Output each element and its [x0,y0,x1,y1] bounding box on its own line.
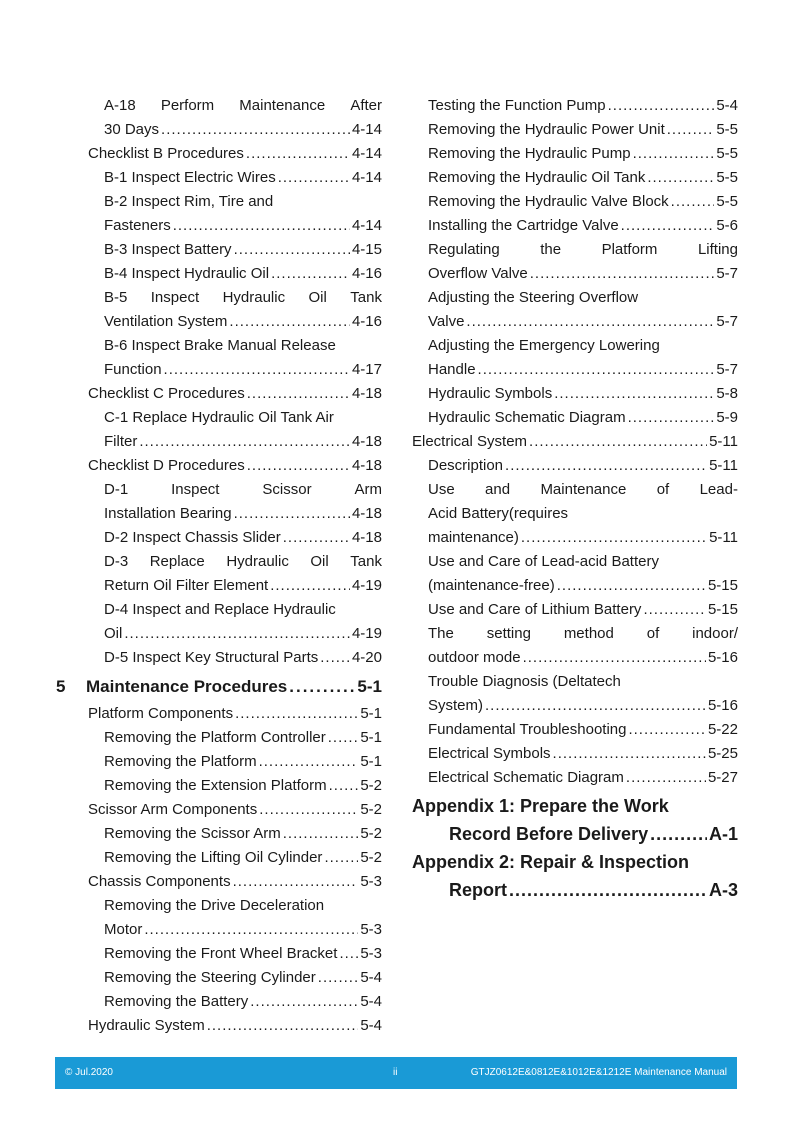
toc-entry[interactable] [428,358,738,382]
toc-entry-title: Acid Battery(requires [428,505,569,522]
toc-entry [104,598,382,622]
toc-entry-page: 5-1 [360,729,382,746]
toc-entry[interactable] [88,798,382,822]
toc-leader-dots [628,406,715,430]
toc-entry[interactable] [88,382,382,406]
toc-entry[interactable] [428,94,738,118]
toc-entry-title: Hydraulic Symbols [428,385,553,402]
toc-leader-dots [247,454,350,478]
toc-entry-title: Checklist B Procedures [88,145,244,162]
toc-entry-page: 5-22 [707,721,738,738]
toc-entry[interactable] [104,430,382,454]
toc-leader-dots [318,966,359,990]
toc-entry-page: 5-5 [716,145,738,162]
toc-entry-title: Chassis Components [88,873,231,890]
toc-leader-dots [328,726,359,750]
toc-entry-page: 4-18 [351,505,382,522]
toc-entry-title: Return Oil Filter Element [104,577,269,594]
toc-entry[interactable] [104,774,382,798]
toc-entry [104,550,382,574]
toc-entry-title: Ventilation System [104,313,228,330]
toc-appendices [412,792,738,904]
toc-entry-title: Use and Care of Lithium Battery [428,601,642,618]
toc-entry-page: 4-16 [351,313,382,330]
toc-entry [104,406,382,430]
toc-entry-title: B-4 Inspect Hydraulic Oil [104,265,270,282]
toc-leader-dots [628,718,706,742]
toc-leader-dots [671,190,715,214]
toc-entry[interactable] [428,718,738,742]
toc-leader-dots [667,118,715,142]
toc-leader-dots [466,310,714,334]
toc-leader-dots [530,262,715,286]
toc-entry-page: 4-14 [351,121,382,138]
toc-entry [104,286,382,310]
toc-leader-dots [278,166,350,190]
toc-entry[interactable] [104,622,382,646]
toc-entry[interactable] [88,870,382,894]
toc-leader-dots [164,358,350,382]
toc-entry-title: Electrical Schematic Diagram [428,769,624,786]
toc-entry-title: Valve [428,313,465,330]
toc-entry [428,622,738,646]
toc-entry-title: Removing the Battery [104,993,249,1010]
toc-entry-page: 5-1 [360,753,382,770]
toc-entry-title: Removing the Hydraulic Valve Block [428,193,669,210]
toc-entry-page: 5-5 [716,121,738,138]
toc-leader-dots [124,622,350,646]
toc-leader-dots [259,750,359,774]
toc-entry-title: Removing the Hydraulic Power Unit [428,121,665,138]
toc-entry[interactable] [88,702,382,726]
toc-leader-dots [173,214,350,238]
toc-entry-title: outdoor mode [428,649,521,666]
toc-entry[interactable] [428,310,738,334]
toc-leader-dots [478,358,715,382]
footer-date: © Jul.2020 [65,1067,113,1078]
toc-entry-page: 5-11 [709,457,738,474]
toc-entry-title: D-1 Inspect Scissor Arm [104,481,382,498]
toc-entry-title: B-2 Inspect Rim, Tire and [104,193,274,210]
toc-entry-page: 4-14 [351,169,382,186]
toc-entry[interactable] [104,918,382,942]
toc-leader-dots [557,574,706,598]
toc-entry-page: 5-4 [360,993,382,1010]
toc-leader-dots [233,870,359,894]
toc-leader-dots [647,166,714,190]
toc-left-column [88,94,382,670]
toc-entry[interactable] [428,646,738,670]
toc-entry-title: Oil [104,625,123,642]
toc-entry[interactable] [104,262,382,286]
toc-entry-title: Fundamental Troubleshooting [428,721,627,738]
toc-entry-title: Use and Maintenance of Lead- [428,481,738,498]
toc-entry-page: 4-18 [351,529,382,546]
toc-entry-title: B-1 Inspect Electric Wires [104,169,276,186]
toc-leader-dots [621,214,715,238]
toc-leader-dots [235,702,358,726]
toc-entry-title: Installing the Cartridge Valve [428,217,619,234]
toc-entry [428,502,738,526]
toc-entry-page: 4-15 [351,241,382,258]
toc-leader-dots [283,526,350,550]
toc-entry-page: 4-18 [351,385,382,402]
toc-entry [104,894,382,918]
page-footer [55,1057,737,1089]
toc-entry-title: Handle [428,361,476,378]
toc-entry-page: 5-2 [360,801,382,818]
toc-entry [428,550,738,574]
toc-entry [104,334,382,358]
toc-entry-title: Function [104,361,162,378]
toc-entry-title: Removing the Hydraulic Pump [428,145,631,162]
toc-entry-title: Removing the Lifting Oil Cylinder [104,849,323,866]
toc-leader-dots [529,430,707,454]
toc-entry-page: 5-2 [360,777,382,794]
toc-entry-page: 5-11 [709,433,738,450]
toc-entry-page: 5-3 [360,873,382,890]
toc-entry [428,478,738,502]
toc-entry-title: Motor [104,921,143,938]
toc-entry[interactable] [104,526,382,550]
toc-leader-dots [553,742,706,766]
toc-leader-dots [554,382,714,406]
toc-entry-page: 5-4 [716,97,738,114]
toc-entry[interactable] [104,646,382,670]
toc-entry[interactable] [428,574,738,598]
toc-entry-page: 5-27 [707,769,738,786]
toc-entry [428,238,738,262]
toc-entry-title: Filter [104,433,138,450]
toc-entry-page: 5-2 [360,825,382,842]
toc-leader-dots [250,990,358,1014]
footer-page-number: ii [393,1067,398,1078]
toc-entry[interactable] [428,526,738,550]
toc-entry[interactable] [88,142,382,166]
toc-entry[interactable] [428,262,738,286]
toc-entry[interactable] [428,694,738,718]
toc-entry-page: 4-16 [351,265,382,282]
toc-entry-title: Adjusting the Emergency Lowering [428,337,660,354]
toc-entry-title: Overflow Valve [428,265,528,282]
toc-leader-dots [643,598,706,622]
toc-leader-dots [523,646,706,670]
toc-entry-title: maintenance) [428,529,519,546]
toc-leader-dots [270,574,350,598]
toc-entry-page: 5-6 [716,217,738,234]
toc-entry-title: Checklist D Procedures [88,457,245,474]
toc-entry[interactable] [104,846,382,870]
toc-entry-title: (maintenance-free) [428,577,555,594]
toc-leader-dots [608,94,715,118]
toc-entry[interactable] [104,238,382,262]
toc-leader-dots [320,646,350,670]
toc-entry[interactable] [104,358,382,382]
toc-entry[interactable] [104,574,382,598]
toc-entry-page: 5-16 [707,649,738,666]
toc-leader-dots [283,822,359,846]
toc-leader-dots [521,526,707,550]
toc-entry[interactable] [104,118,382,142]
toc-entry-title: C-1 Replace Hydraulic Oil Tank Air [104,409,334,426]
toc-entry [428,334,738,358]
toc-entry-page: 5-8 [716,385,738,402]
toc-entry-title: Removing the Steering Cylinder [104,969,316,986]
toc-entry-page: 5-11 [709,529,738,546]
toc-entry-title: Removing the Platform [104,753,257,770]
toc-entry[interactable] [104,942,382,966]
toc-entry-title: 30 Days [104,121,160,138]
toc-entry[interactable] [428,214,738,238]
toc-entry-title: B-6 Inspect Brake Manual Release [104,337,336,354]
toc-leader-dots [259,798,358,822]
toc-entry[interactable] [428,598,738,622]
toc-entry-page: 5-5 [716,169,738,186]
toc-entry-title: Fasteners [104,217,171,234]
toc-entry[interactable] [88,454,382,478]
toc-leader-dots [505,454,707,478]
toc-entry-page: 4-19 [351,625,382,642]
toc-entry-title: Removing the Drive Deceleration [104,897,325,914]
toc-entry-title: Removing the Scissor Arm [104,825,281,842]
toc-entry[interactable] [428,190,738,214]
appendix-1-entry[interactable]: Appendix 1: Prepare the Work Record Before Delivery ..... A-1 [412,792,738,848]
toc-entry-title: B-5 Inspect Hydraulic Oil Tank [104,289,382,306]
toc-entry-page: 4-14 [351,145,382,162]
toc-entry[interactable] [428,406,738,430]
toc-entry-title: Hydraulic System [88,1017,205,1034]
toc-entry[interactable] [428,766,738,790]
toc-entry-title: Regulating the Platform Lifting [428,241,738,258]
toc-entry-page: 5-5 [716,193,738,210]
toc-entry-title: Scissor Arm Components [88,801,258,818]
toc-leader-dots [234,502,350,526]
toc-entry-title: D-2 Inspect Chassis Slider [104,529,281,546]
toc-entry[interactable] [428,454,738,478]
toc-leader-dots [161,118,350,142]
toc-leader-dots [485,694,706,718]
toc-entry-title: Use and Care of Lead-acid Battery [428,553,659,570]
toc-entry-page: 5-3 [360,945,382,962]
toc-entry-page: 5-25 [707,745,738,762]
toc-entry[interactable] [104,726,382,750]
toc-entry-page: 4-17 [351,361,382,378]
toc-entry-title: Installation Bearing [104,505,232,522]
toc-leader-dots [139,430,350,454]
toc-entry-title: D-4 Inspect and Replace Hydraulic [104,601,336,618]
toc-entry-title: The setting method of indoor/ [428,625,738,642]
toc-entry[interactable] [428,382,738,406]
toc-entry[interactable] [104,750,382,774]
toc-entry-title: A-18 Perform Maintenance After [104,97,382,114]
toc-entry-title: Removing the Hydraulic Oil Tank [428,169,646,186]
toc-entry-title: Testing the Function Pump [428,97,606,114]
toc-entry-title: Description [428,457,504,474]
toc-entry-page: 4-14 [351,217,382,234]
toc-entry [104,478,382,502]
toc-entry-page: 5-7 [716,313,738,330]
toc-entry[interactable] [104,990,382,1014]
toc-entry-page: 5-7 [716,265,738,282]
toc-leader-dots [324,846,358,870]
toc-entry-page: 5-4 [360,969,382,986]
toc-entry-page: 5-3 [360,921,382,938]
toc-entry[interactable] [104,166,382,190]
toc-entry-page: 5-1 [360,705,382,722]
toc-entry[interactable] [428,142,738,166]
toc-leader-dots [246,142,350,166]
toc-leader-dots [633,142,715,166]
toc-entry-title: Adjusting the Steering Overflow [428,289,639,306]
toc-leader-dots [207,1014,359,1038]
toc-entry [428,670,738,694]
chapter-5-heading[interactable]: 5 Maintenance Procedures ..... 5-1 [56,675,382,699]
toc-entry-page: 5-7 [716,361,738,378]
toc-entry-page: 5-15 [707,601,738,618]
toc-leader-dots [271,262,350,286]
toc-entry-page: 5-16 [707,697,738,714]
toc-entry[interactable] [428,118,738,142]
toc-entry[interactable] [104,502,382,526]
toc-entry-title: Platform Components [88,705,234,722]
toc-entry [104,190,382,214]
toc-entry-page: 4-20 [351,649,382,666]
toc-entry-title: Removing the Platform Controller [104,729,326,746]
toc-entry-title: Hydraulic Schematic Diagram [428,409,626,426]
toc-entry-page: 4-19 [351,577,382,594]
appendix-2-entry[interactable]: Appendix 2: Repair & Inspection Report ..... A-3 [412,848,738,904]
toc-leader-dots [144,918,358,942]
toc-entry-title: D-3 Replace Hydraulic Oil Tank [104,553,382,570]
toc-entry-title: System) [428,697,484,714]
toc-entry-page: 5-2 [360,849,382,866]
toc-entry[interactable] [88,1014,382,1038]
toc-entry[interactable] [104,214,382,238]
toc-entry-title: Checklist C Procedures [88,385,245,402]
toc-entry-title: B-3 Inspect Battery [104,241,232,258]
toc-entry-title: Trouble Diagnosis (Deltatech [428,673,621,690]
toc-entry-page: 5-4 [360,1017,382,1034]
toc-leader-dots [339,942,358,966]
footer-manual-title: GTJZ0612E&0812E&1012E&1212E Maintenance Manual [470,1067,727,1078]
toc-entry-title: Electrical Symbols [428,745,551,762]
toc-entry-page: 4-18 [351,433,382,450]
toc-entry-page: 4-18 [351,457,382,474]
toc-entry-page: 5-9 [716,409,738,426]
toc-entry[interactable] [104,966,382,990]
toc-entry-title: Electrical System [412,433,528,450]
toc-leader-dots [247,382,350,406]
toc-leader-dots [234,238,350,262]
toc-entry[interactable] [412,430,738,454]
toc-entry[interactable] [104,822,382,846]
toc-entry-title: Removing the Front Wheel Bracket [104,945,338,962]
toc-entry[interactable] [428,742,738,766]
toc-entry[interactable] [104,310,382,334]
toc-entry [104,94,382,118]
toc-entry [428,286,738,310]
toc-leader-dots [329,774,359,798]
toc-right-column [412,94,738,790]
toc-entry-title: D-5 Inspect Key Structural Parts [104,649,319,666]
toc-entry-page: 5-15 [707,577,738,594]
toc-leader-dots [626,766,706,790]
toc-leader-dots [229,310,350,334]
toc-entry[interactable] [428,166,738,190]
toc-entry-title: Removing the Extension Platform [104,777,327,794]
toc-left-column-chapter5 [88,702,382,1038]
